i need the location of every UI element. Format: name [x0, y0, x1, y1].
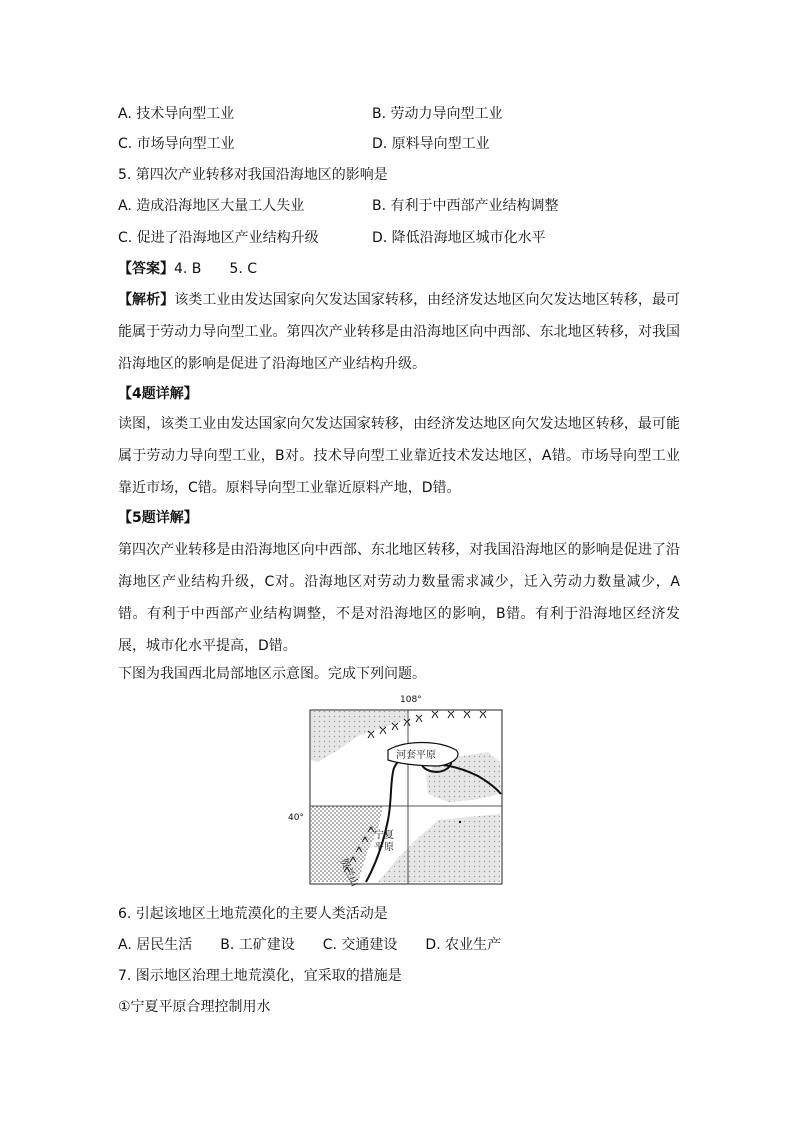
- q5-detail-heading: 【5题详解】: [118, 510, 198, 526]
- helan-mountain-label: 贺兰山: [337, 856, 360, 889]
- analysis-paragraph: [118, 284, 680, 380]
- q4-detail-text: 读图，该类工业由发达国家向欠发达国家转移，由经济发达地区向欠发达地区转移，最可能属于劳动力导向型工业，B对。技术导向型工业靠近技术发达地区，A错。市场导向型工业靠近市场，C错。原料导向型工业靠近原料产地，D错。: [118, 416, 680, 496]
- q4-detail-heading: 【4题详解】: [118, 386, 198, 402]
- ningxia-plain-label-top: 宁夏: [374, 830, 394, 841]
- answer-text: 4. B 5. C: [174, 261, 257, 277]
- analysis-text: 该类工业由发达国家向欠发达国家转移，由经济发达地区向欠发达地区转移，最可能属于劳动力导向型工业。第四次产业转移是由沿海地区向中西部、东北地区转移，对我国沿海地区的影响是促进了沿海地区产业结构升级。: [118, 292, 681, 372]
- q5-option-d: D. 降低沿海地区城市化水平: [372, 230, 546, 246]
- q4-option-b: B. 劳动力导向型工业: [372, 106, 503, 122]
- hetao-plain-label: 河套平原: [396, 750, 436, 761]
- q4-option-c: C. 市场导向型工业: [118, 136, 235, 152]
- map-intro: 下图为我国西北局部地区示意图。完成下列问题。: [118, 666, 426, 682]
- longitude-label: 108°: [400, 695, 422, 705]
- q7-item-1: ①宁夏平原合理控制用水: [118, 999, 271, 1015]
- q6-stem: 6. 引起该地区土地荒漠化的主要人类活动是: [118, 906, 388, 922]
- latitude-label: 40°: [288, 813, 304, 823]
- q5-stem: 5. 第四次产业转移对我国沿海地区的影响是: [118, 167, 388, 183]
- answer-label: 【答案】: [118, 261, 174, 277]
- q5-option-a: A. 造成沿海地区大量工人失业: [118, 198, 305, 214]
- analysis-label: 【解析】: [118, 292, 175, 308]
- q4-option-d: D. 原料导向型工业: [372, 136, 490, 152]
- q5-option-c: C. 促进了沿海地区产业结构升级: [118, 230, 319, 246]
- town-dot: [459, 821, 461, 823]
- q4-option-a: A. 技术导向型工业: [118, 106, 235, 122]
- answer-line: [118, 259, 257, 279]
- q7-stem: 7. 图示地区治理土地荒漠化，宜采取的措施是: [118, 968, 402, 984]
- q5-detail-text: 第四次产业转移是由沿海地区向中西部、东北地区转移，对我国沿海地区的影响是促进了沿海地区产业结构升级，C对。沿海地区对劳动力数量需求减少，迁入劳动力数量减少，A错。有利于中西部产业结构调整，不是对沿海地区的影响，B错。有利于沿海地区经济发展，城市化水平提高，D错。: [118, 542, 680, 654]
- q6-options: A. 居民生活 B. 工矿建设 C. 交通建设 D. 农业生产: [118, 937, 502, 953]
- northwest-region-map: [288, 690, 508, 890]
- q5-option-b: B. 有利于中西部产业结构调整: [372, 198, 559, 214]
- ningxia-plain-label-bottom: 平原: [374, 842, 394, 853]
